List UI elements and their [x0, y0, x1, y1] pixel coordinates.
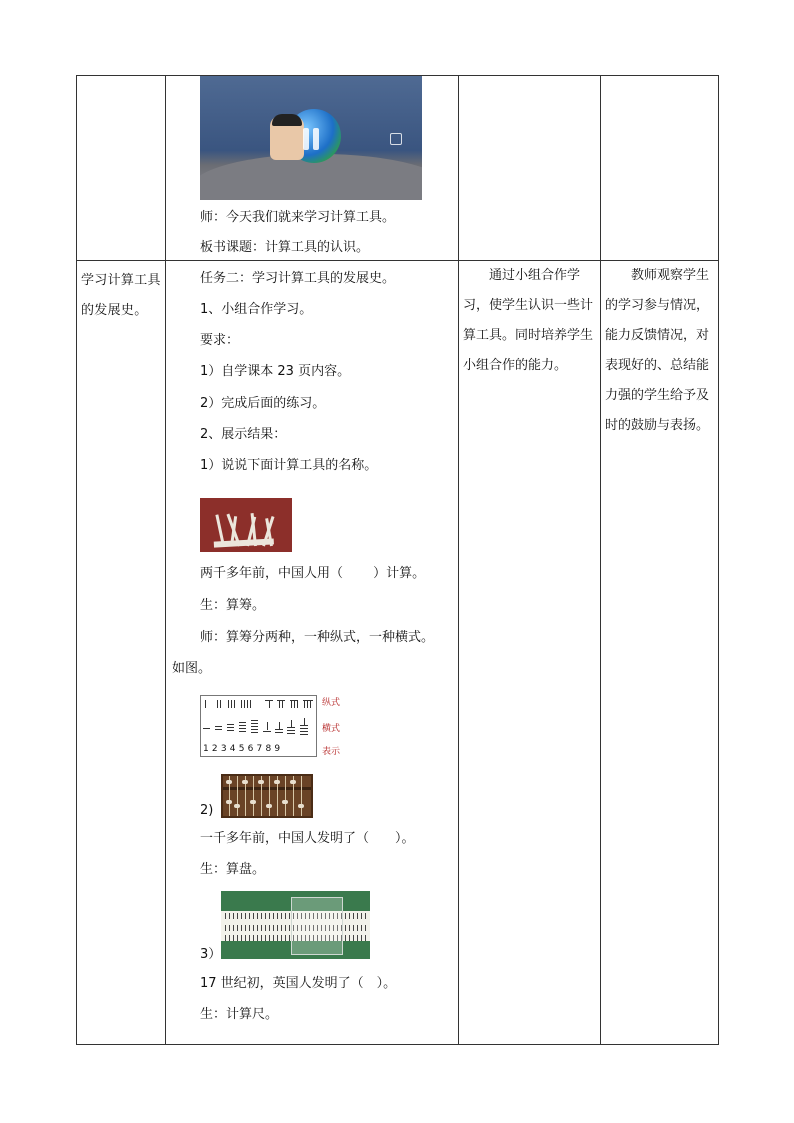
content-cell [166, 261, 459, 1045]
item-2-label: 2) [200, 803, 214, 818]
item-3-label: 3） [200, 947, 222, 962]
rods-answer: 生：算筹。 [200, 598, 266, 613]
counting-rods-image [200, 498, 292, 552]
content-cell [166, 76, 459, 261]
requirement-label: 要求： [200, 333, 240, 348]
intent-text: 通过小组合作学习，使学生认识一些计算工具。同时培养学生小组合作的能力。 [463, 268, 594, 373]
abacus-answer: 生：算盘。 [200, 862, 266, 877]
board-title-line: 板书课题：计算工具的认识。 [200, 240, 370, 255]
table-row [77, 76, 719, 261]
table-row [77, 261, 719, 1045]
rods-notation-diagram [200, 695, 317, 757]
slide-rule-image [221, 891, 370, 959]
lesson-plan-table [76, 75, 719, 1045]
teacher-line: 师：今天我们就来学习计算工具。 [200, 210, 396, 225]
pause-icon[interactable] [300, 128, 322, 150]
legend-vertical: 纵式 [322, 698, 341, 708]
intent-cell [459, 261, 601, 1045]
rods-figure-ref: 如图。 [172, 661, 212, 676]
requirement-2: 2）完成后面的练习。 [200, 396, 326, 411]
step-2: 2、展示结果： [200, 427, 287, 442]
question-1: 1）说说下面计算工具的名称。 [200, 458, 378, 473]
video-thumbnail[interactable] [200, 76, 422, 200]
intent-cell-empty [459, 76, 601, 261]
link-cell-empty [77, 76, 166, 261]
link-cell [77, 261, 166, 1045]
rods-question: 两千多年前，中国人用（ ）计算。 [200, 566, 426, 581]
diagram-numbers: 123456789 [203, 744, 284, 754]
task-title: 任务二：学习计算工具的发展史。 [200, 271, 396, 286]
eval-cell [601, 261, 719, 1045]
lock-icon[interactable] [390, 133, 402, 145]
rods-explanation: 师：算筹分两种，一种纵式，一种横式。 [200, 630, 435, 645]
abacus-question: 一千多年前，中国人发明了（ ）。 [200, 831, 415, 846]
legend-horizontal: 横式 [322, 724, 341, 734]
eval-text: 教师观察学生的学习参与情况，能力反馈情况，对表现好的、总结能力强的学生给予及时的鼓励与表扬。 [605, 268, 710, 433]
eval-cell-empty [601, 76, 719, 261]
slide-rule-answer: 生：计算尺。 [200, 1007, 279, 1022]
slide-rule-question: 17 世纪初，英国人发明了（ ）。 [200, 976, 397, 991]
step-1: 1、小组合作学习。 [200, 302, 313, 317]
link-text: 学习计算工具的发展史。 [81, 273, 161, 318]
requirement-1: 1）自学课本 23 页内容。 [200, 364, 351, 379]
abacus-image [221, 774, 313, 818]
legend-show: 表示 [322, 747, 341, 757]
